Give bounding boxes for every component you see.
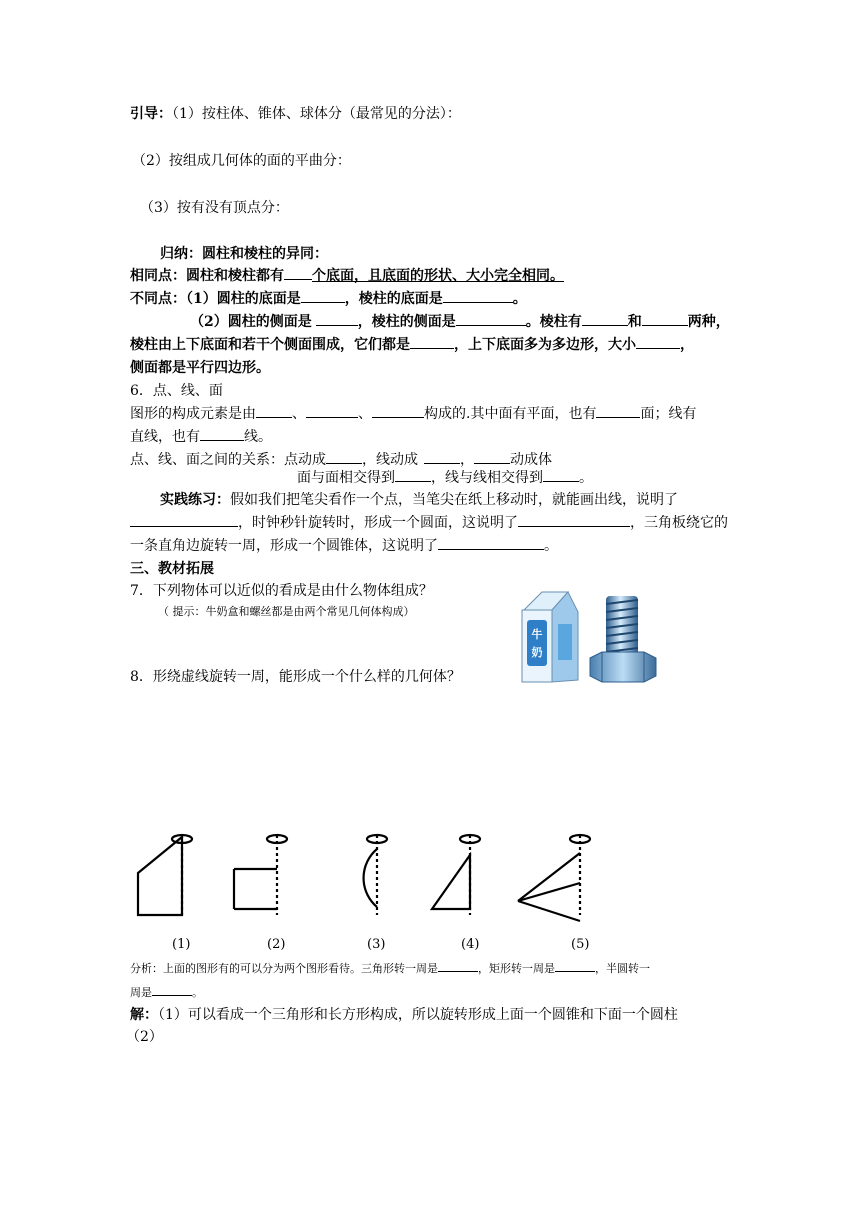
figure-label-1: (1): [172, 937, 191, 952]
practice-line-2: ，时钟秒针旋转时，形成一个圆面，这说明了 ，三角板绕它的: [130, 512, 728, 534]
carton-char-2: 奶: [531, 646, 543, 659]
figure-label-4: (4): [461, 937, 480, 952]
blank: [636, 334, 680, 349]
figure-4: [432, 835, 480, 915]
section6-line-2: 直线，也有 线。: [130, 426, 272, 448]
blank: [200, 426, 244, 441]
figure-3: [364, 835, 387, 915]
blank: [284, 265, 312, 280]
blank: [395, 467, 431, 482]
analysis-line-2: 周是 。: [130, 986, 203, 999]
blank: [474, 449, 510, 464]
blank: [424, 449, 460, 464]
blank: [372, 403, 424, 418]
blank: [306, 403, 358, 418]
answer-line-1: 解：（1）可以看成一个三角形和长方形构成，所以旋转形成上面一个圆锥和下面一个圆柱: [130, 1007, 678, 1023]
figure-1: [138, 835, 192, 915]
section6-line-4: 面与面相交得到 ，线与线相交得到 。: [297, 467, 593, 489]
carton-char-1: 牛: [531, 628, 543, 641]
diff-line-3: 棱柱由上下底面和若干个侧面围成，它们都是 ，上下底面多为多边形，大小 ，: [130, 334, 694, 356]
q8-text: 8．形绕虚线旋转一周，能形成一个什么样的几何体？: [130, 669, 461, 685]
intro-line-3: （3）按有没有顶点分：: [140, 200, 289, 216]
figure-2: [234, 835, 287, 915]
blank: [555, 960, 595, 972]
practice-line-3: 一条直角边旋转一周，形成一个圆锥体，这说明了 。: [130, 535, 558, 557]
blank: [316, 311, 358, 326]
answer-line-2: （2）: [126, 1029, 163, 1045]
intro-label: 引导：: [130, 106, 172, 122]
blank: [456, 311, 526, 326]
figure-label-3: (3): [367, 937, 386, 952]
intro-line-2: （2）按组成几何体的面的平曲分：: [132, 153, 351, 169]
q7-hint: （ 提示：牛奶盒和螺丝都是由两个常见几何体构成）: [158, 605, 415, 618]
section3-title: 三、教材拓展: [130, 561, 214, 577]
summary-title: 归纳：圆柱和棱柱的异同：: [160, 246, 328, 262]
blank: [438, 960, 478, 972]
figure-5: [518, 835, 590, 921]
analysis-line-1: 分析：上面的图形有的可以分为两个图形看待。三角形转一周是 ，矩形转一周是 ，半圆转一: [130, 962, 650, 975]
section6-line-1: 图形的构成元素是由 、 、 构成的.其中面有平面，也有 面；线有: [130, 403, 696, 425]
milk-carton-image: [512, 590, 584, 686]
intro-line-1: 引导：（1）按柱体、锥体、球体分（最常见的分法）：: [130, 106, 461, 122]
blank: [543, 467, 579, 482]
blank: [438, 535, 544, 550]
blank: [130, 512, 238, 527]
blank: [256, 403, 292, 418]
blank: [326, 449, 362, 464]
blank: [582, 311, 628, 326]
rotation-figures: [130, 825, 630, 955]
blank: [410, 334, 454, 349]
q7-text: 7．下列物体可以近似的看成是由什么物体组成？: [130, 583, 433, 599]
figure-label-5: (5): [571, 937, 590, 952]
figure-label-2: (2): [267, 937, 286, 952]
diff-line-1: 不同点：（1）圆柱的底面是 ，棱柱的底面是 。: [130, 288, 527, 310]
bolt-image: [584, 592, 660, 686]
section6-line-3: 点、线、面之间的关系：点动成 ，线动成 ， 动成体: [130, 449, 552, 471]
practice-line-1: 实践练习：假如我们把笔尖看作一个点，当笔尖在纸上移动时，就能画出线，说明了: [160, 492, 678, 508]
blank: [443, 288, 513, 303]
section6-title: 6．点、线、面: [130, 383, 223, 399]
diff-line-2: （2）圆柱的侧面是 ，棱柱的侧面是 。棱柱有 和 两种，: [190, 311, 730, 333]
blank: [152, 984, 192, 996]
diff-line-4: 侧面都是平行四边形。: [130, 360, 270, 376]
blank: [642, 311, 688, 326]
blank: [596, 403, 640, 418]
blank: [518, 512, 630, 527]
blank: [301, 288, 345, 303]
same-point-line: 相同点：圆柱和棱柱都有 个底面，且底面的形状、大小完全相同。: [130, 265, 564, 287]
